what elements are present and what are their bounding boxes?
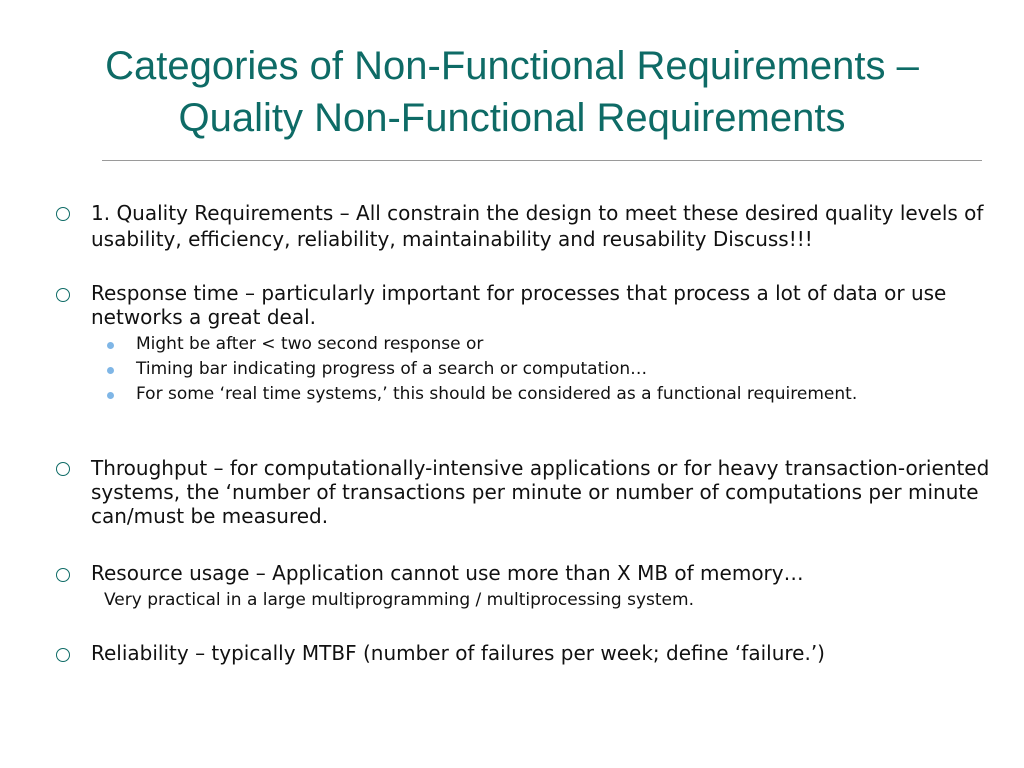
- bullet-point-quality-requirements: 1. Quality Requirements – All constrain the design to meet these desired quality levels of usability, efficiency, reliability, maintainability and reusability Discuss!!!: [91, 201, 984, 251]
- slide-title-line-2: Quality Non-Functional Requirements: [178, 96, 846, 140]
- title-divider: [102, 160, 982, 161]
- slide-title-line-1: Categories of Non-Functional Requirements –: [105, 44, 919, 88]
- bullet-point-reliability: Reliability – typically MTBF (number of failures per week; define ‘failure.’): [91, 641, 825, 665]
- dot-bullet-icon: [107, 342, 114, 349]
- dot-bullet-icon: [107, 367, 114, 374]
- sub-point-two-second-response: Might be after < two second response or: [136, 334, 484, 354]
- sub-point-timing-bar: Timing bar indicating progress of a search or computation…: [136, 359, 648, 379]
- hollow-circle-bullet-icon: [56, 462, 70, 476]
- dot-bullet-icon: [107, 392, 114, 399]
- bullet-point-throughput: Throughput – for computationally-intensive applications or for heavy transaction-oriented systems, the ‘number of transactions per minute or number of computations per minute can/must be measured.: [91, 456, 990, 528]
- bullet-point-response-time: Response time – particularly important for processes that process a lot of data or use networks a great deal.: [91, 281, 947, 329]
- sub-point-real-time-systems: For some ‘real time systems,’ this should be considered as a functional requirement.: [136, 384, 858, 404]
- hollow-circle-bullet-icon: [56, 207, 70, 221]
- hollow-circle-bullet-icon: [56, 648, 70, 662]
- resource-usage-note: Very practical in a large multiprogramming / multiprocessing system.: [104, 590, 694, 610]
- bullet-point-resource-usage: Resource usage – Application cannot use more than X MB of memory…: [91, 561, 804, 585]
- hollow-circle-bullet-icon: [56, 288, 70, 302]
- hollow-circle-bullet-icon: [56, 568, 70, 582]
- slide-title: [30, 40, 994, 144]
